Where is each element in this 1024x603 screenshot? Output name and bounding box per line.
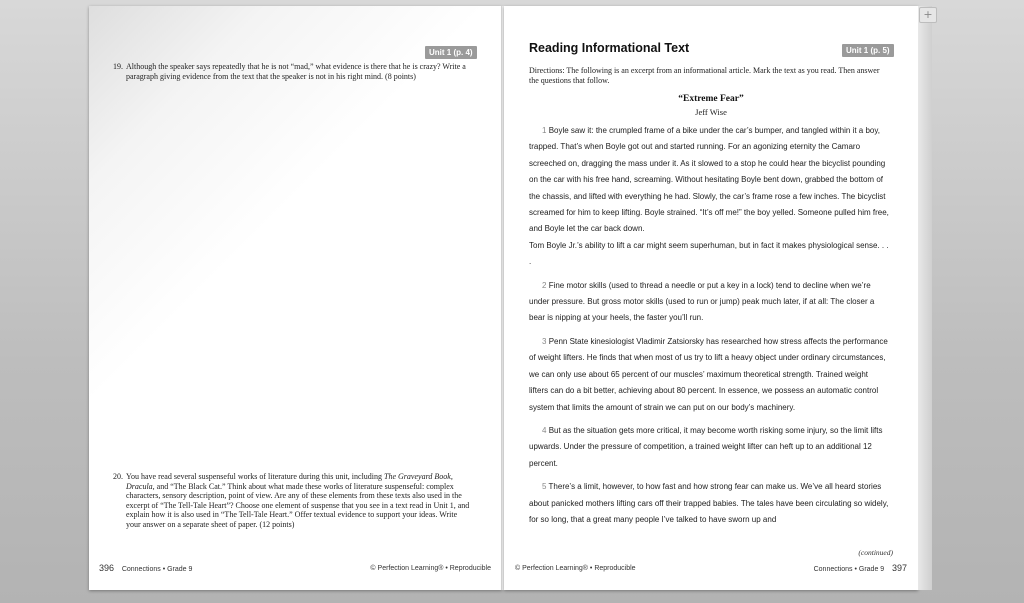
question-20-text-part: and “The Black Cat.” Think about what made these works of literature suspenseful: complex characters, sensory description, point of view. Are any of these elements from these texts also used in the excerpt of “The Tell-Tale Heart”? Choose one element of suspense that you see in a text read in Unit 1, and explain how it is also used in “The Tell-Tale Heart.” Offer textual evidence to support your ideas. Write your answer on a separate sheet of paper. (12 points) [126,481,470,529]
paragraph-text: But as the situation gets more critical, it may become worth risking some injury, so the limit lifts upwards. Under the pressure of competition, a trained weight lifter can heft up to an additional 12 percent. [529,425,883,468]
paragraph [529,334,889,416]
question-19-number: 19. [113,62,123,71]
paragraph-text: Penn State kinesiologist Vladimir Zatsiorsky has researched how stress affects the performance of weight lifters. He finds that when most of us try to lift a heavy object under ordinary circumstances, we can only use about 65 percent of our muscles’ maximum theoretical strength. Trained weight lifters can do a bit better, achieving about 80 percent. In essence, we possess an automatic control system that limits the amount of strain we can put on our body’s machinery. [529,336,888,412]
paragraph-number: 4 [542,425,547,435]
footer-book: Connections [813,566,853,573]
question-20-number: 20. [113,472,123,481]
article-body [529,123,889,535]
paragraph-number: 5 [542,482,547,492]
paragraph [529,423,889,472]
page-number-left: 396 [99,563,115,573]
article-title: “Extreme Fear” [678,94,744,104]
paragraph-number: 2 [542,280,547,290]
footer-bullet: • [854,566,857,573]
left-page [89,6,502,590]
footer-bullet: • [445,565,448,572]
paragraph [529,123,889,238]
footer-grade: Grade 9 [167,566,193,573]
right-footer-left [515,565,636,572]
footer-grade: Grade 9 [858,566,885,573]
paragraph-text: Boyle saw it: the crumpled frame of a bike under the car’s bumper, and tangled within it a boy, trapped. That’s when Boyle got out and started running. For an agonizing eternity the Camaro screeched on, dragging the mass under it. As it slowed to a stop he could hear the bicyclist pounding on the car with his free hand, screaming. Without hesitating Boyle bent down, grabbed the bottom of the chassis, and lifted with everything he had. Slowly, the car’s frame rose a few inches. The bicyclist screamed for him to keep lifting. Boyle strained. “It’s off me!” the boy yelled. Someone pulled him free, and Boyle let the car back down. [529,126,889,234]
page-number-right: 397 [891,563,907,573]
plus-icon[interactable]: + [919,7,937,23]
continued-note: (continued) [858,548,893,557]
section-title: Reading Informational Text [529,41,690,55]
footer-reproducible: Reproducible [449,565,491,572]
paragraph [529,278,889,327]
article-author: Jeff Wise [695,107,727,117]
paragraph-number: 3 [542,336,547,346]
right-footer-right [814,563,907,573]
footer-book: Connections [121,566,161,573]
footer-copyright: © Perfection Learning® [515,565,588,572]
left-footer-left [99,563,192,573]
paragraph [529,479,889,528]
question-19 [113,62,468,81]
paragraph-number: 1 [542,126,547,135]
paragraph-text: Tom Boyle Jr.’s ability to lift a car might seem superhuman, but in fact it makes physiological sense. . . . [529,240,889,267]
footer-copyright: © Perfection Learning® [370,565,444,572]
question-20 [113,472,471,530]
paragraph-text: Fine motor skills (used to thread a needle or put a key in a lock) tend to decline when we’re under pressure. But gross motor skills (used to run or jump) peak much later, if at all: The closer a bear is nipping at your heels, the faster you’ll run. [529,280,875,323]
footer-bullet: • [589,565,593,572]
unit-tab-left: Unit 1 (p. 4) [425,46,477,59]
question-20-text-part: You have read several suspenseful works of literature during this unit, including [126,472,385,481]
question-19-text: Although the speaker says repeatedly that he is not “mad,” what evidence is there that he is crazy? Write a paragraph giving evidence from the text that the speaker is not in his right mind. (8 points) [126,62,466,81]
footer-bullet: • [162,566,166,573]
paragraph-text: There’s a limit, however, to how fast and how strong fear can make us. We’ve all heard stories about panicked mothers lifting cars off their trapped babies. The tales have been circulating so widely, for so long, that a great many people I’ve talked to have sworn up and [529,482,889,524]
unit-tab-right: Unit 1 (p. 5) [842,44,894,57]
right-page [504,6,918,590]
left-footer-right [370,565,491,572]
directions: Directions: The following is an excerpt from an informational article. Mark the text as you read. Then answer the questions that follow. [529,66,880,85]
paragraph [529,238,889,271]
footer-reproducible: Reproducible [594,565,636,572]
question-20-text [126,472,471,530]
question-20-text-titles: The Graveyard Book, Dracula, [126,472,453,491]
page-edge [918,6,932,590]
